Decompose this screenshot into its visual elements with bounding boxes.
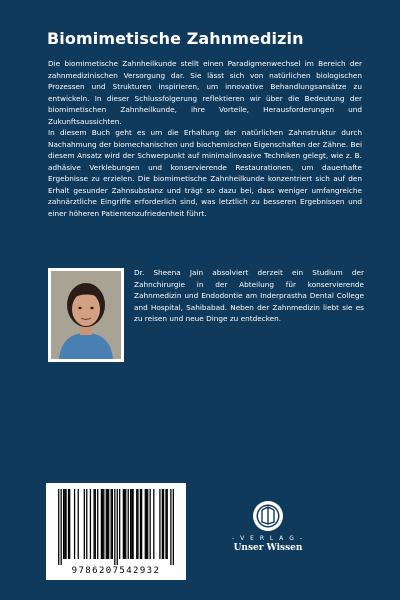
author-photo [48, 268, 124, 362]
barcode-bar [141, 489, 142, 559]
barcode-bar [106, 489, 107, 559]
back-cover-blurb [48, 58, 362, 219]
barcode-bar [114, 489, 115, 565]
publisher-name: Unser Wissen [233, 543, 303, 553]
barcode-bar [86, 489, 87, 559]
barcode-bar [107, 489, 108, 559]
barcode-bar [74, 489, 75, 559]
book-title: Biomimetische Zahnmedizin [47, 29, 304, 48]
barcode-bar [128, 489, 129, 559]
barcode-bar [131, 489, 132, 559]
barcode-bar [93, 489, 94, 559]
barcode-bar [173, 489, 174, 565]
barcode-bar [130, 489, 131, 559]
isbn-number: 9786207542932 [71, 566, 161, 576]
barcode-bar [146, 489, 147, 559]
barcode-bar [163, 489, 164, 559]
barcode-bars [52, 489, 180, 565]
barcode-bar [123, 489, 124, 559]
barcode-bar [112, 489, 113, 559]
barcode-bar [125, 489, 126, 559]
barcode-bar [61, 489, 62, 565]
barcode-bar [140, 489, 141, 559]
barcode-bar [159, 489, 160, 559]
barcode-bar [63, 489, 64, 559]
barcode-bar [97, 489, 98, 559]
barcode-bar [124, 489, 125, 559]
barcode-bar [137, 489, 138, 559]
barcode-bar [150, 489, 151, 559]
barcode-bar [78, 489, 79, 559]
barcode-bar [58, 489, 59, 565]
blurb-paragraph-1: Die biomimetische Zahnheilkunde stellt einen Paradigmenwechsel im Bereich der zahnmedizinischen Versorgung dar. Sie lässt sich von natürlichen biologischen Prozessen und Strukturen inspirieren, um innovative Behandlungsansätze zu entwickeln. In dieser Schlussfolgerung reflektieren wir über die Bedeutung der biomimetischen Zahnheilkunde, ihre Vorteile, Herausforderungen und Zukunftsaussichten. [48, 59, 362, 126]
barcode-bar [108, 489, 109, 559]
barcode-bar [95, 489, 96, 559]
barcode-bar [162, 489, 163, 559]
publisher-logo-icon [252, 500, 284, 532]
barcode-bar [69, 489, 70, 559]
barcode-bar [111, 489, 112, 559]
publisher-verlag-label: - V E R L A G - [232, 535, 304, 542]
barcode-bar [165, 489, 166, 559]
barcode-bar [103, 489, 104, 559]
author-bio: Dr. Sheena Jain absolviert derzeit ein Studium der Zahnchirurgie in der Abteilung für konservierende Zahnmedizin und Endodontie am Inderprastha Dental College and Hospital, Sahibabad. Neben der Zahnmedizin liebt sie es zu reisen und neue Dinge zu entdecken. [134, 268, 364, 324]
barcode-bar [136, 489, 137, 559]
barcode-bar [147, 489, 148, 559]
barcode-bar [132, 489, 133, 559]
barcode-bar [101, 489, 102, 559]
barcode-bar [117, 489, 118, 565]
barcode-bar [102, 489, 103, 559]
barcode-bar [167, 489, 168, 559]
barcode-bar [90, 489, 91, 559]
barcode-bar [119, 489, 120, 559]
barcode-bar [84, 489, 85, 559]
blurb-paragraph-2: In diesem Buch geht es um die Erhaltung der natürlichen Zahnstruktur durch Nachahmung der biomechanischen und biochemischen Eigenschaften der Zähne. Bei diesem Ansatz wird der Schwerpunkt auf minimalinvasive Techniken gelegt, wie z. B. adhäsive Verklebungen und konservierende Restaurationen, um dauerhafte Ergebnisse zu erzielen. Die biomimetische Zahnheilkunde konzentriert sich auf den Erhalt gesunder Zahnsubstanz und trägt so dazu bei, dass weniger umfangreiche zahnärztliche Eingriffe erforderlich sind, was letztlich zu besseren Ergebnissen und einer höheren Patientenzufriedenheit führt. [48, 128, 362, 218]
barcode-bar [170, 489, 171, 565]
barcode-bar [145, 489, 146, 559]
barcode-bar [64, 489, 65, 559]
barcode-bar [153, 489, 154, 559]
barcode-bar [68, 489, 69, 559]
barcode-bar [65, 489, 66, 559]
isbn-barcode [46, 483, 186, 580]
publisher-block [232, 500, 304, 553]
